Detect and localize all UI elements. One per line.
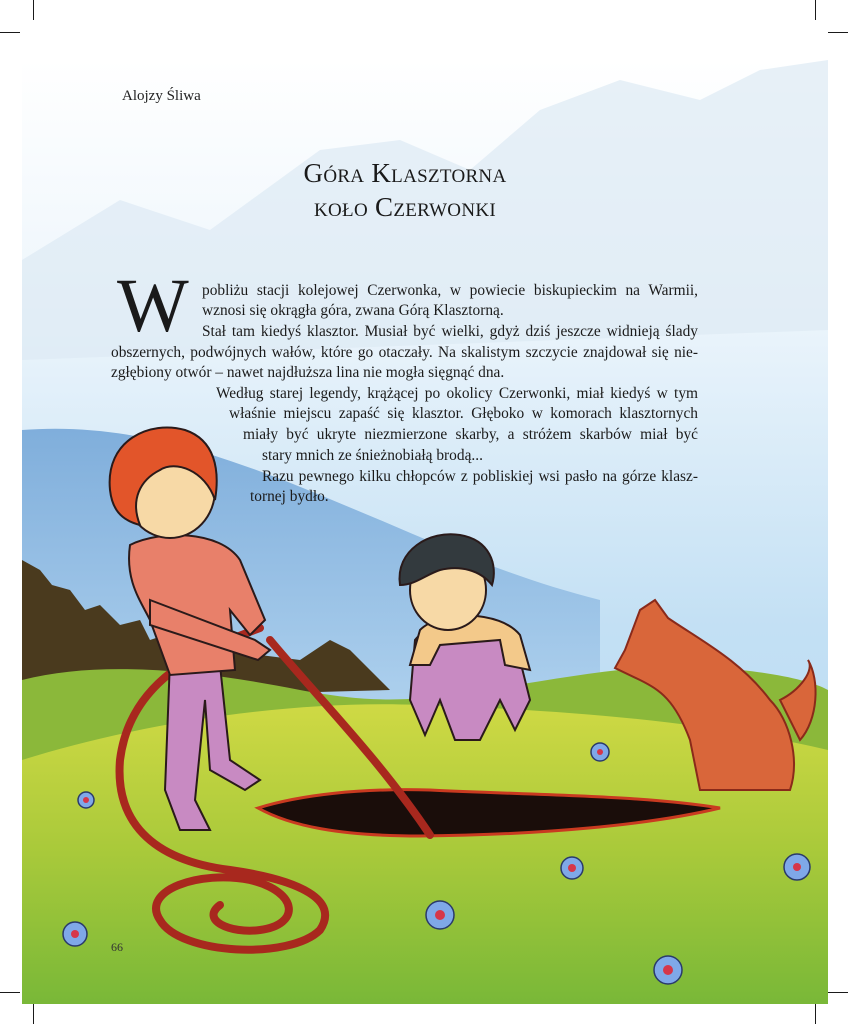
crop-mark: [0, 992, 20, 993]
text-line: wznosi się okrągła góra, zwana Górą Klasztorną.: [202, 302, 504, 319]
page-number: 66: [111, 940, 123, 954]
text-line: właśnie miejscu zapaść się klasztor. Głęboko w komorach klasztornych: [229, 405, 698, 422]
title-line: Góra Klasztorna: [303, 158, 507, 188]
text-line: Stał tam kiedyś klasztor. Musiał być wielki, gdyż dziś jeszcze widnieją ślady: [202, 323, 698, 340]
text-line: Razu pewnego kilku chłopców z pobliskiej wsi pasło na górze klasz-: [262, 468, 698, 485]
text-line: tornej bydło.: [250, 488, 329, 505]
crop-mark: [828, 992, 848, 993]
text-line: obszernych, podwójnych wałów, które go otaczały. Na skalistym szczycie znajdował się nie-: [111, 344, 698, 361]
title-line: koło Czerwonki: [314, 192, 496, 222]
crop-mark: [828, 32, 848, 33]
story-title: [200, 156, 610, 224]
author-name: Alojzy Śliwa: [122, 88, 201, 104]
crop-mark: [33, 0, 34, 20]
text-line: miały być ukryte niezmierzone skarby, a stróżem skarbów miał być: [243, 426, 698, 443]
text-line: zgłębiony otwór – nawet najdłuższa lina nie mogła sięgnąć dna.: [111, 364, 505, 381]
text-line: stary mnich ze śnieżnobiałą brodą...: [262, 447, 483, 464]
drop-cap: W: [117, 264, 189, 348]
crop-mark: [815, 0, 816, 20]
crop-mark: [33, 1004, 34, 1024]
crop-mark: [0, 32, 20, 33]
crop-mark: [815, 1004, 816, 1024]
text-line: pobliżu stacji kolejowej Czerwonka, w powiecie biskupieckim na Warmii,: [202, 282, 698, 299]
text-line: Według starej legendy, krążącej po okolicy Czerwonki, miał kiedyś w tym: [216, 385, 698, 402]
